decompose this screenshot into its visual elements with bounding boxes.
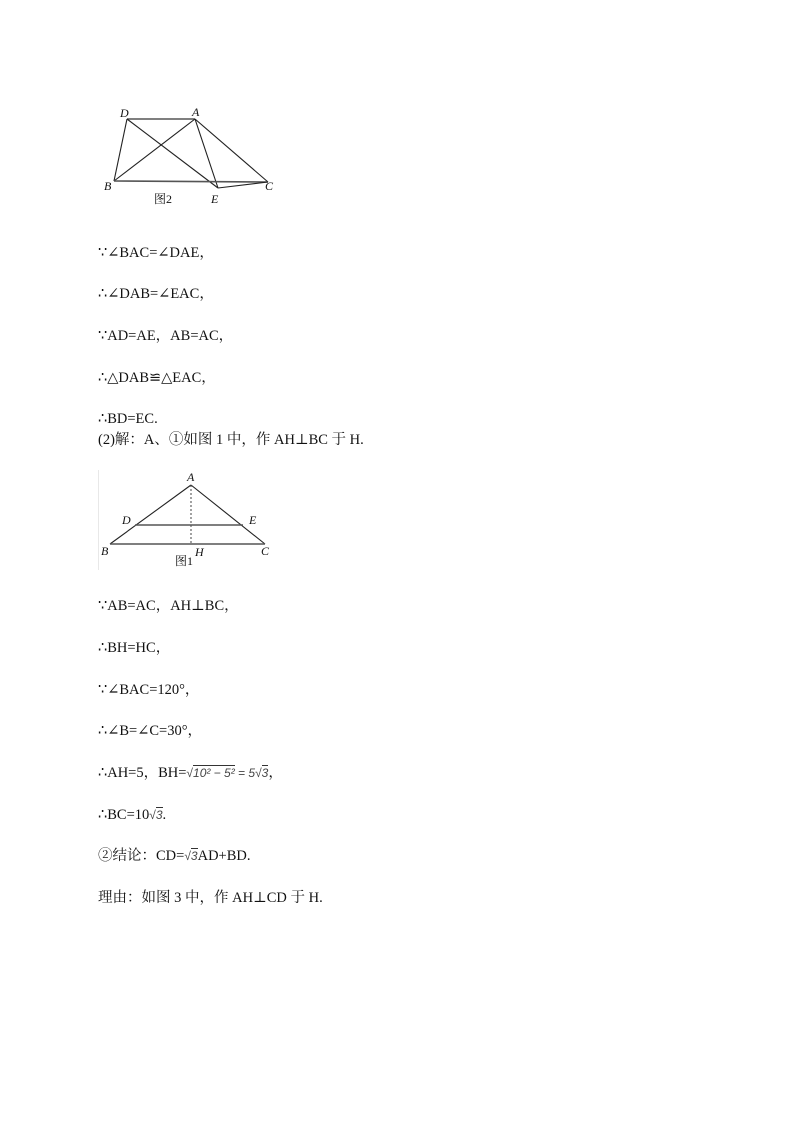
label-C: C bbox=[265, 179, 274, 193]
figure-caption: 图1 bbox=[175, 554, 194, 568]
proof-line: ∵∠BAC=∠DAE， bbox=[98, 245, 214, 261]
proof-line: ∵∠BAC=120°， bbox=[98, 682, 200, 698]
label-A: A bbox=[187, 470, 195, 484]
bc-line: ∴BC=10√3. bbox=[98, 807, 167, 823]
reason-line: 理由：如图 3 中，作 AH⊥CD 于 H. bbox=[98, 890, 323, 906]
label-B: B bbox=[101, 544, 109, 558]
figure-2 bbox=[95, 100, 295, 215]
conclusion-line: ②结论：CD=√3AD+BD. bbox=[98, 848, 251, 864]
proof-line: ∴BH=HC， bbox=[98, 640, 171, 656]
proof-line: ∴∠B=∠C=30°， bbox=[98, 723, 203, 739]
radicand: 10² − 5² bbox=[193, 766, 235, 780]
label-B: B bbox=[104, 179, 112, 193]
label-D: D bbox=[122, 513, 131, 527]
part2-heading: (2)解：A、①如图 1 中，作 AH⊥BC 于 H. bbox=[98, 432, 364, 448]
proof-line: ∵AD=AE，AB=AC， bbox=[98, 328, 234, 344]
label-A: A bbox=[192, 105, 200, 119]
proof-line: ∴△DAB≌△EAC， bbox=[98, 370, 216, 386]
label-E: E bbox=[249, 513, 257, 527]
proof-line: ∵AB=AC，AH⊥BC， bbox=[98, 598, 239, 614]
figure-caption: 图2 bbox=[154, 192, 173, 206]
label-D: D bbox=[120, 106, 129, 120]
label-H: H bbox=[195, 545, 204, 559]
label-E: E bbox=[211, 192, 219, 206]
label-C: C bbox=[261, 544, 270, 558]
proof-line: ∴∠DAB=∠EAC， bbox=[98, 286, 214, 302]
proof-line: ∴BD=EC. bbox=[98, 411, 158, 427]
ah-bh-line: ∴AH=5，BH=√10² − 5² = 5√3， bbox=[98, 765, 283, 781]
figure-1 bbox=[95, 465, 285, 575]
